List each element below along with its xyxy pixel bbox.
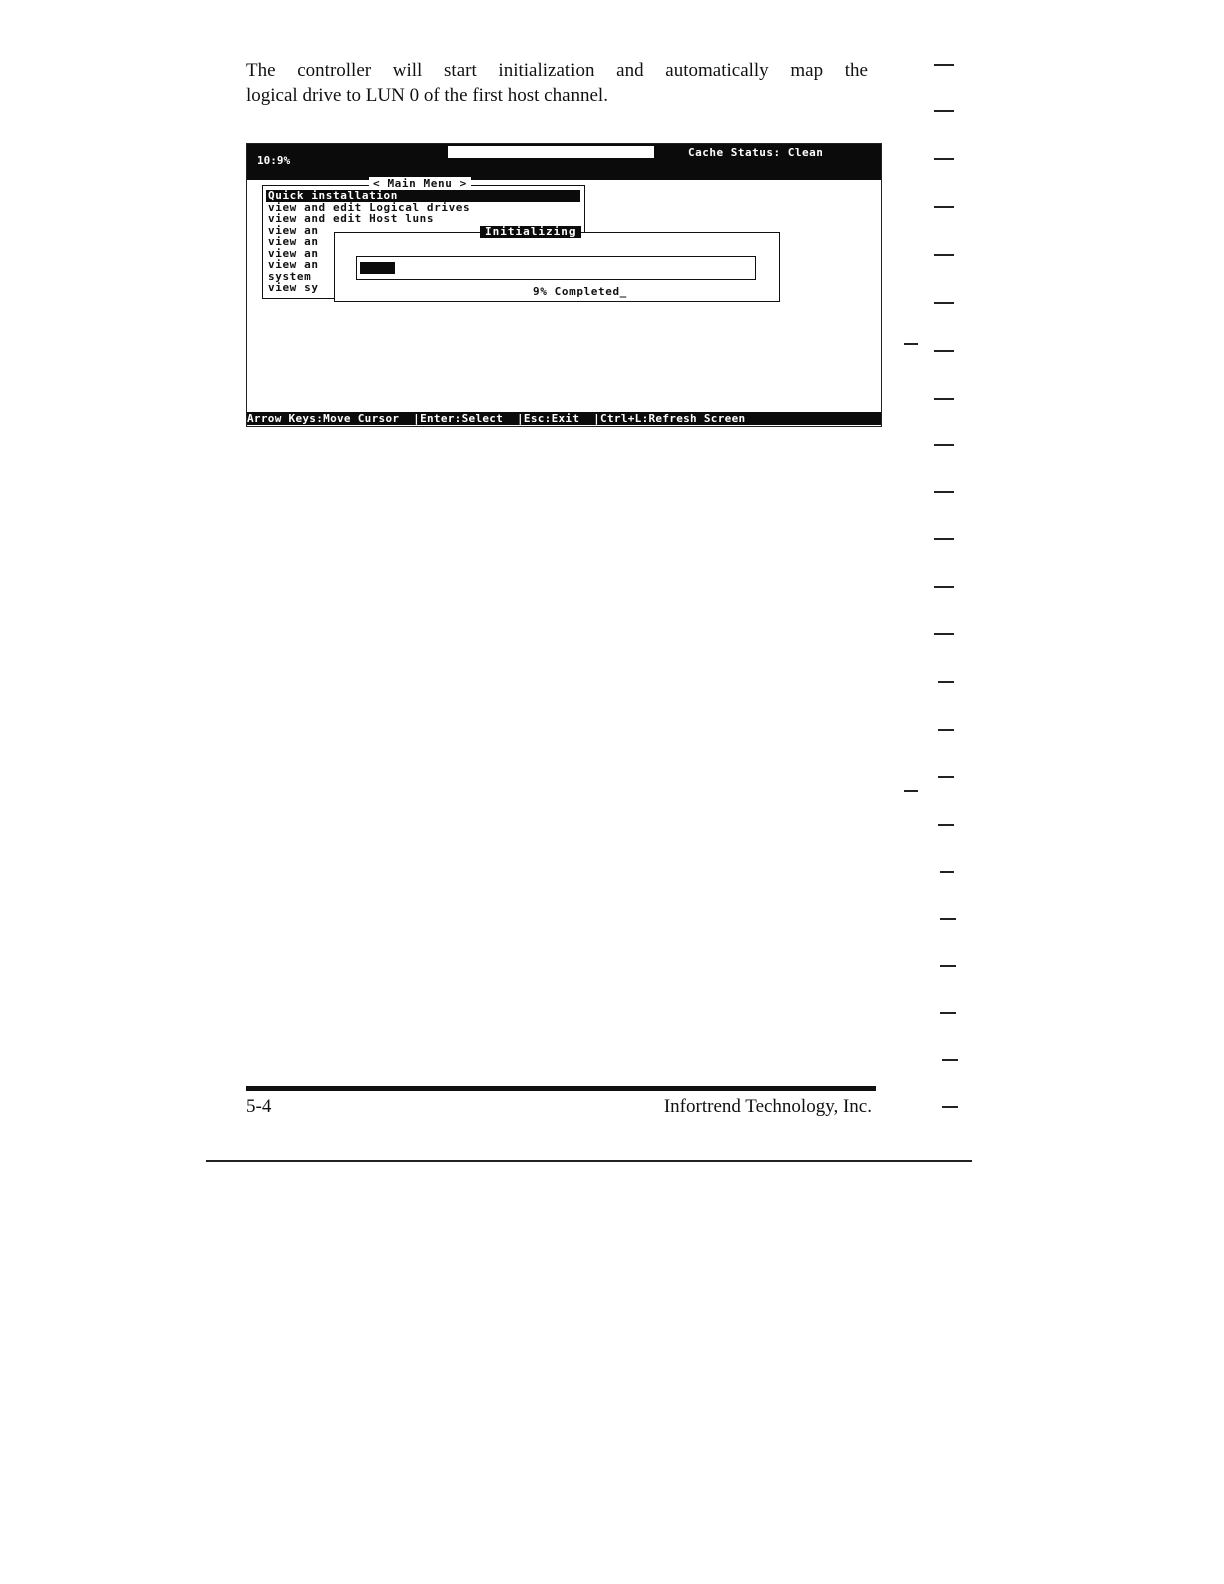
margin-tick: [938, 824, 954, 826]
terminal-status-bar: Arrow Keys:Move Cursor |Enter:Select |Esc:Exit |Ctrl+L:Refresh Screen: [247, 412, 881, 425]
margin-tick: [938, 729, 954, 731]
main-menu-title: < Main Menu >: [369, 177, 471, 190]
progress-text: 9% Completed_: [533, 285, 627, 298]
margin-tick: [934, 254, 954, 256]
margin-tick: [934, 158, 954, 160]
margin-tick: [938, 681, 954, 683]
margin-tick: [934, 64, 954, 66]
menu-item[interactable]: view an: [268, 235, 319, 248]
margin-tick: [940, 1012, 956, 1014]
margin-tick: [940, 871, 954, 873]
margin-tick: [904, 790, 918, 792]
margin-tick: [934, 444, 954, 446]
terminal-header-bar: [247, 144, 881, 180]
page-bottom-rule: [206, 1160, 972, 1162]
menu-item[interactable]: view an: [268, 258, 319, 271]
initializing-dialog-title: Initializing: [480, 226, 581, 238]
margin-tick: [934, 398, 954, 400]
margin-tick: [934, 491, 954, 493]
menu-item-host-luns[interactable]: view and edit Host luns: [268, 212, 435, 225]
menu-item[interactable]: view sy: [268, 281, 319, 294]
menu-item-system[interactable]: system: [268, 269, 312, 283]
margin-tick: [904, 343, 918, 345]
margin-tick: [934, 538, 954, 540]
margin-tick: [942, 1059, 958, 1061]
terminal-screenshot: [246, 143, 882, 427]
progress-bar: [356, 256, 756, 280]
margin-tick: [934, 350, 954, 352]
margin-tick: [940, 918, 956, 920]
footer-rule: [246, 1086, 876, 1091]
intro-paragraph: [246, 58, 868, 108]
company-name: Infortrend Technology, Inc.: [663, 1096, 872, 1117]
margin-tick: [934, 206, 954, 208]
progress-indicator: 10:9%: [257, 154, 291, 167]
intro-line-1: The controller will start initialization and automatically map the: [246, 60, 868, 81]
margin-tick: [942, 1106, 958, 1108]
menu-item[interactable]: view an: [268, 223, 319, 237]
margin-tick: [940, 965, 956, 967]
menu-item-logical-drives[interactable]: view and edit Logical drives: [268, 200, 471, 214]
margin-tick: [934, 633, 954, 635]
intro-line-2: logical drive to LUN 0 of the first host channel.: [246, 85, 608, 106]
menu-item[interactable]: view an: [268, 246, 319, 260]
cache-status: Cache Status: Clean: [688, 146, 824, 159]
margin-tick: [934, 302, 954, 304]
margin-tick: [934, 110, 954, 112]
header-input-field: [448, 146, 654, 158]
page-number: 5-4: [246, 1096, 272, 1117]
margin-tick: [938, 776, 954, 778]
menu-item-quick-installation[interactable]: Quick installation: [266, 190, 580, 202]
margin-tick: [934, 586, 954, 588]
progress-bar-fill: [360, 262, 395, 274]
